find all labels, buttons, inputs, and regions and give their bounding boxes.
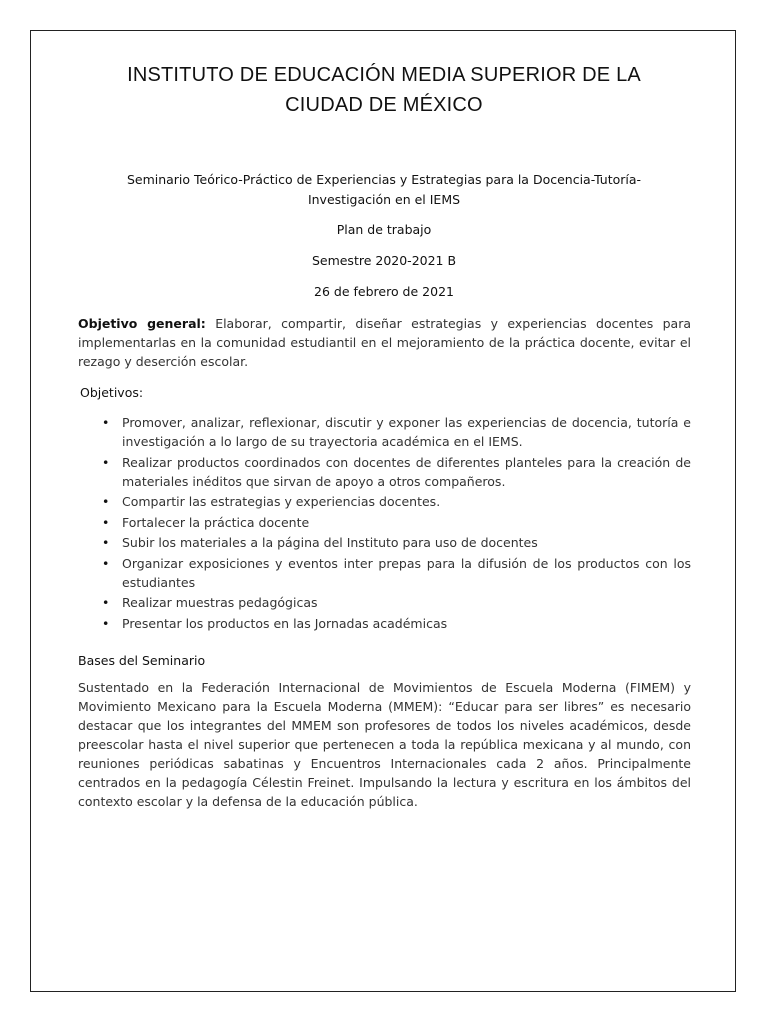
seminar-line-2: Investigación en el IEMS — [307, 192, 461, 207]
bases-heading: Bases del Seminario — [78, 653, 206, 668]
bullet-icon: • — [102, 494, 110, 509]
document-date: 26 de febrero de 2021 — [314, 284, 454, 299]
bullet-icon: • — [102, 555, 110, 571]
bullet-icon: • — [102, 595, 110, 610]
title-line-1: INSTITUTO DE EDUCACIÓN MEDIA SUPERIOR DE LA — [127, 64, 641, 86]
list-item-text: Fortalecer la práctica docente — [122, 514, 310, 530]
list-item — [100, 453, 691, 491]
document-title — [0, 60, 768, 120]
list-item-text: Organizar exposiciones y eventos inter prepas para la difusión de los productos con los estudiantes — [122, 555, 691, 590]
list-item — [100, 413, 691, 451]
general-objective-label: Objetivo general: — [78, 316, 206, 331]
list-item — [100, 614, 691, 633]
bases-paragraph: Sustentado en la Federación Internacional de Movimientos de Escuela Moderna (FIMEM) y Movimiento Mexicano para la Escuela Moderna (MMEM): “Educar para ser libres” es necesario destacar que los integrantes del MMEM son profesores de todos los niveles académicos, desde preescolar hasta el nivel superior que pertenecen a toda la república mexicana y al mundo, con reuniones periódicas sabatinas y Encuentros Internacionales cada 2 años. Principalmente centrados en la pedagogía Célestin Freinet. Impulsando la lectura y escritura en los ámbitos del contexto escolar y la defensa de la educación pública. — [78, 680, 691, 809]
general-objective-paragraph — [78, 314, 691, 371]
list-item — [100, 492, 691, 511]
list-item-text: Promover, analizar, reflexionar, discutir y exponer las experiencias de docencia, tutoría e investigación a lo largo de su trayectoria académica en el IEMS. — [122, 415, 691, 449]
list-item — [100, 533, 691, 552]
seminar-line-1: Seminario Teórico-Práctico de Experiencias y Estrategias para la Docencia-Tutoría- — [126, 172, 642, 187]
list-item-text: Presentar los productos en las Jornadas académicas — [122, 615, 448, 631]
list-item-text: Realizar productos coordinados con docentes de diferentes planteles para la creación de materiales inéditos que sirvan de apoyo a otros compañeros. — [122, 454, 691, 489]
list-item-text: Compartir las estrategias y experiencias docentes. — [122, 494, 441, 509]
seminar-name — [0, 170, 768, 210]
bullet-icon: • — [102, 415, 110, 430]
semester-heading: Semestre 2020-2021 B — [311, 253, 457, 268]
general-objective-text: Elaborar, compartir, diseñar estrategias y experiencias docentes para implementarlas en la comunidad estudiantil en el mejoramiento de la práctica docente, evitar el rezago y deserción escolar. — [78, 316, 691, 369]
plan-heading: Plan de trabajo — [336, 222, 432, 237]
bullet-icon: • — [102, 514, 110, 530]
list-item-text: Subir los materiales a la página del Instituto para uso de docentes — [122, 535, 538, 550]
list-item — [100, 554, 691, 592]
title-line-2: CIUDAD DE MÉXICO — [285, 94, 483, 116]
objectives-list — [100, 413, 691, 634]
list-item-text: Realizar muestras pedagógicas — [122, 595, 318, 610]
bullet-icon: • — [102, 454, 110, 470]
list-item — [100, 593, 691, 612]
bullet-icon: • — [102, 535, 110, 550]
list-item — [100, 513, 691, 532]
bullet-icon: • — [102, 615, 110, 631]
objectives-heading: Objetivos: — [80, 385, 144, 400]
